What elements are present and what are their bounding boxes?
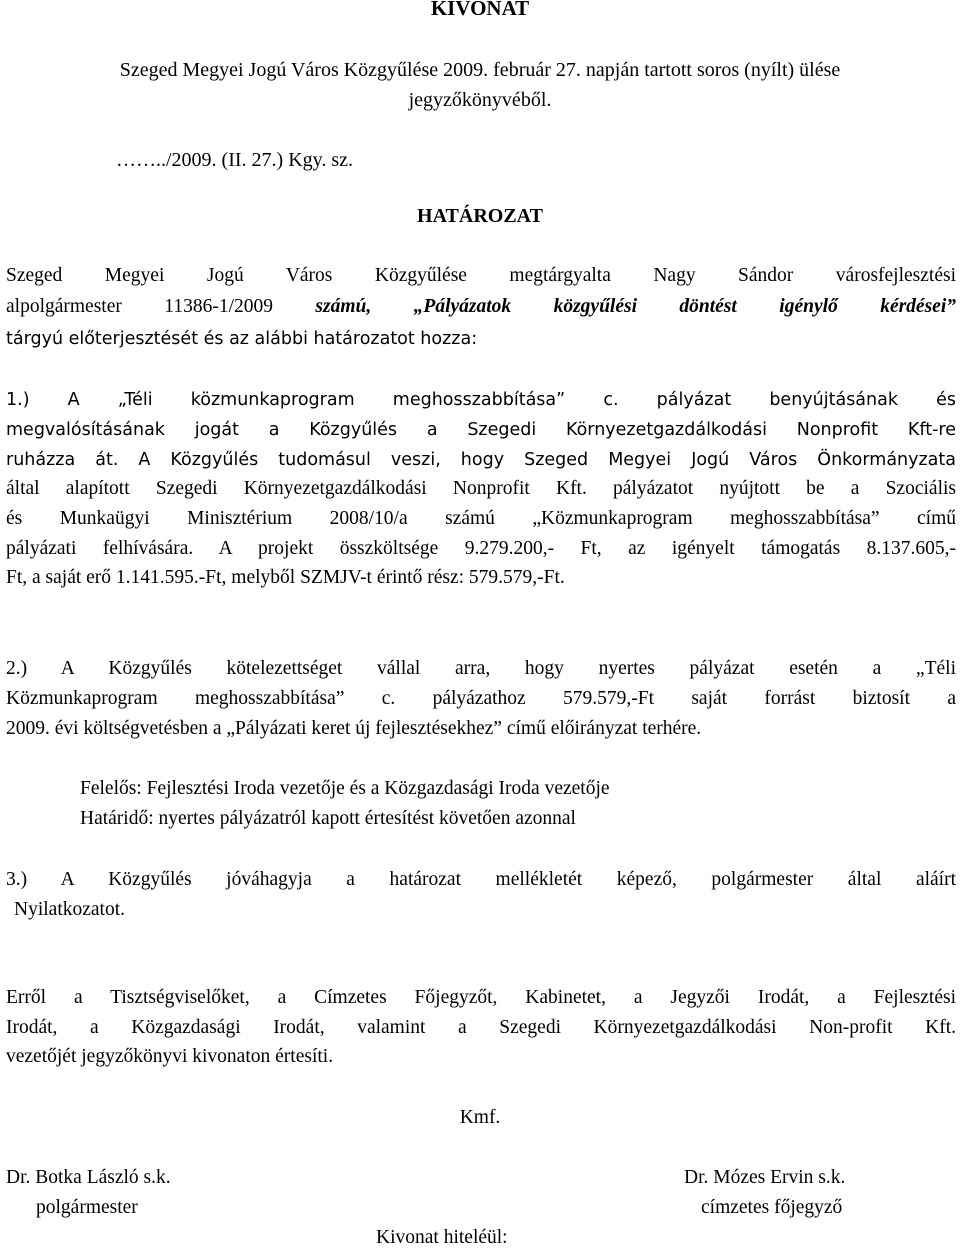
point2-line-2: Közmunkaprogram meghosszabbítása” c. pályázathoz 579.579,-Ft saját forrást biztosít a xyxy=(6,688,956,709)
kmf-label: Kmf. xyxy=(459,1107,501,1128)
point1-line-3: ruházza át. A Közgyűlés tudomásul veszi, hogy Szeged Megyei Jogú Város Önkormányzata xyxy=(6,450,956,470)
left-signatory-name: Dr. Botka László s.k. xyxy=(6,1167,171,1188)
intro-line-2-plain: alpolgármester 11386-1/2009 xyxy=(6,296,316,317)
point2-line-3: 2009. évi költségvetésben a „Pályázati keret új fejlesztésekhez” című előirányzat terhére. xyxy=(6,718,702,739)
notification-line-1: Erről a Tisztségviselőket, a Címzetes Főjegyzőt, Kabinetet, a Jegyzői Irodát, a Fejlesztési xyxy=(6,987,956,1008)
point1-line-1: 1.) A „Téli közmunkaprogram meghosszabbítása” c. pályázat benyújtásának és xyxy=(6,390,956,410)
intro-line-1: Szeged Megyei Jogú Város Közgyűlése megtárgyalta Nagy Sándor városfejlesztési xyxy=(6,265,956,286)
notification-line-3: vezetőjét jegyzőkönyvi kivonaton értesíti. xyxy=(6,1046,334,1067)
intro-line-2-emphasis: számú, „Pályázatok közgyűlési döntést igénylő kérdései” xyxy=(315,296,957,317)
point1-line-7: Ft, a saját erő 1.141.595.-Ft, melyből SZMJV-t érintő rész: 579.579,-Ft. xyxy=(6,567,565,588)
document-title: KIVONAT xyxy=(430,0,530,20)
deadline-line: Határidő: nyertes pályázatról kapott értesítést követően azonnal xyxy=(80,808,576,829)
point2-line-1: 2.) A Közgyűlés kötelezettséget vállal arra, hogy nyertes pályázat esetén a „Téli xyxy=(6,658,956,679)
reference-number: ……../2009. (II. 27.) Kgy. sz. xyxy=(116,149,354,171)
point1-line-4: által alapított Szegedi Környezetgazdálkodási Nonprofit Kft. pályázatot nyújtott be a Szociális xyxy=(6,478,956,499)
right-signatory-title: címzetes főjegyző xyxy=(701,1197,843,1218)
point1-line-2: megvalósításának jogát a Közgyűlés a Szegedi Környezetgazdálkodási Nonprofit Kft-re xyxy=(6,420,956,440)
subtitle-line-2: jegyzőkönyvéből. xyxy=(408,89,552,111)
resolution-heading: HATÁROZAT xyxy=(417,205,543,227)
point3-line-1: 3.) A Közgyűlés jóváhagyja a határozat mellékletét képező, polgármester által aláírt xyxy=(6,869,956,890)
responsible-line: Felelős: Fejlesztési Iroda vezetője és a Közgazdasági Iroda vezetője xyxy=(80,778,610,799)
subtitle-line-1: Szeged Megyei Jogú Város Közgyűlése 2009. február 27. napján tartott soros (nyílt) ülése xyxy=(119,59,841,81)
certification-label: Kivonat hiteléül: xyxy=(376,1227,508,1248)
point1-line-6: pályázati felhívására. A projekt összköltsége 9.279.200,- Ft, az igényelt támogatás 8.137.605,- xyxy=(6,538,956,559)
point1-line-5: és Munkaügyi Minisztérium 2008/10/a számú „Közmunkaprogram meghosszabbítása” című xyxy=(6,508,956,529)
left-signatory-title: polgármester xyxy=(36,1197,138,1218)
intro-line-2 xyxy=(6,296,956,318)
right-signatory-name: Dr. Mózes Ervin s.k. xyxy=(684,1167,846,1188)
point3-line-2: Nyilatkozatot. xyxy=(14,899,126,920)
intro-line-3: tárgyú előterjesztését és az alábbi határozatot hozza: xyxy=(6,329,478,349)
notification-line-2: Irodát, a Közgazdasági Irodát, valamint a Szegedi Környezetgazdálkodási Non-profit Kft. xyxy=(6,1017,956,1038)
